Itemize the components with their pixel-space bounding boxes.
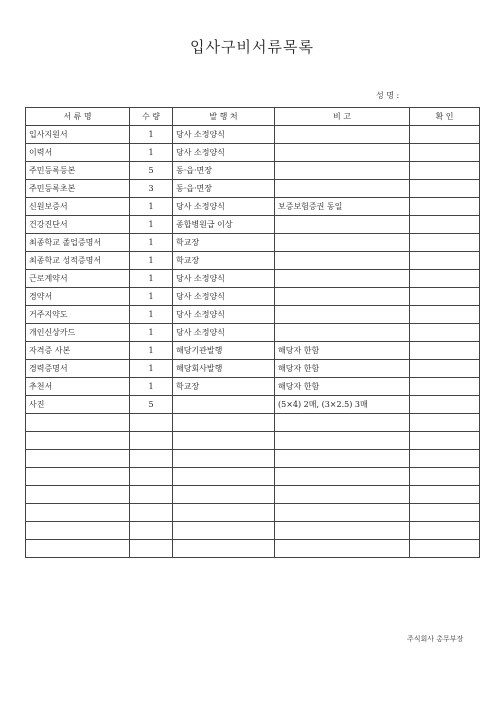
table-row bbox=[26, 306, 480, 324]
quantity-cell: 5 bbox=[130, 162, 173, 180]
issuer-cell bbox=[173, 522, 275, 540]
document-name-cell: 경력증명서 bbox=[26, 360, 130, 378]
issuer-cell: 종합병원급 이상 bbox=[173, 216, 275, 234]
confirm-cell bbox=[410, 378, 480, 396]
quantity-cell: 5 bbox=[130, 396, 173, 414]
document-name-cell: 개인신상카드 bbox=[26, 324, 130, 342]
document-name-cell: 거주지약도 bbox=[26, 306, 130, 324]
issuer-cell bbox=[173, 540, 275, 558]
document-name-cell: 자격증 사본 bbox=[26, 342, 130, 360]
issuer-cell bbox=[173, 468, 275, 486]
header-remarks: 비 고 bbox=[275, 108, 410, 126]
header-issuer: 발 행 처 bbox=[173, 108, 275, 126]
quantity-cell: 1 bbox=[130, 324, 173, 342]
document-name-cell: 추천서 bbox=[26, 378, 130, 396]
table-row bbox=[26, 396, 480, 414]
remarks-cell bbox=[275, 234, 410, 252]
document-name-cell bbox=[26, 414, 130, 432]
issuer-cell bbox=[173, 504, 275, 522]
quantity-cell: 1 bbox=[130, 144, 173, 162]
issuer-cell: 당사 소정양식 bbox=[173, 198, 275, 216]
header-quantity: 수 량 bbox=[130, 108, 173, 126]
confirm-cell bbox=[410, 288, 480, 306]
documents-table bbox=[25, 107, 480, 558]
remarks-cell: (5×4) 2매, (3×2.5) 3매 bbox=[275, 396, 410, 414]
remarks-cell bbox=[275, 432, 410, 450]
confirm-cell bbox=[410, 540, 480, 558]
table-row bbox=[26, 324, 480, 342]
issuer-cell bbox=[173, 414, 275, 432]
confirm-cell bbox=[410, 306, 480, 324]
quantity-cell bbox=[130, 486, 173, 504]
quantity-cell bbox=[130, 504, 173, 522]
table-row bbox=[26, 468, 480, 486]
document-name-cell bbox=[26, 432, 130, 450]
confirm-cell bbox=[410, 522, 480, 540]
quantity-cell bbox=[130, 468, 173, 486]
issuer-cell: 당사 소정양식 bbox=[173, 324, 275, 342]
document-name-cell bbox=[26, 540, 130, 558]
quantity-cell: 1 bbox=[130, 306, 173, 324]
document-name-cell bbox=[26, 504, 130, 522]
document-name-cell: 입사지원서 bbox=[26, 126, 130, 144]
issuer-cell: 학교장 bbox=[173, 252, 275, 270]
table-row bbox=[26, 486, 480, 504]
document-name-cell: 최종학교 성적증명서 bbox=[26, 252, 130, 270]
remarks-cell bbox=[275, 414, 410, 432]
quantity-cell: 1 bbox=[130, 378, 173, 396]
confirm-cell bbox=[410, 342, 480, 360]
table-row bbox=[26, 216, 480, 234]
document-name-cell: 주민등록등본 bbox=[26, 162, 130, 180]
table-row bbox=[26, 360, 480, 378]
confirm-cell bbox=[410, 360, 480, 378]
table-row bbox=[26, 378, 480, 396]
confirm-cell bbox=[410, 198, 480, 216]
document-name-cell bbox=[26, 522, 130, 540]
table-row bbox=[26, 180, 480, 198]
confirm-cell bbox=[410, 324, 480, 342]
name-label: 성 명 : bbox=[376, 91, 400, 100]
remarks-cell bbox=[275, 540, 410, 558]
quantity-cell: 1 bbox=[130, 252, 173, 270]
page-title: 입사구비서류목록 bbox=[190, 38, 314, 56]
remarks-cell: 해당자 한함 bbox=[275, 360, 410, 378]
remarks-cell bbox=[275, 144, 410, 162]
table-row bbox=[26, 504, 480, 522]
document-name-cell bbox=[26, 450, 130, 468]
issuer-cell bbox=[173, 432, 275, 450]
document-name-cell: 신원보증서 bbox=[26, 198, 130, 216]
confirm-cell bbox=[410, 162, 480, 180]
quantity-cell bbox=[130, 450, 173, 468]
header-confirm: 확 인 bbox=[410, 108, 480, 126]
remarks-cell bbox=[275, 288, 410, 306]
confirm-cell bbox=[410, 396, 480, 414]
table-row bbox=[26, 540, 480, 558]
quantity-cell bbox=[130, 432, 173, 450]
table-row bbox=[26, 450, 480, 468]
issuer-cell: 당사 소정양식 bbox=[173, 288, 275, 306]
issuer-cell: 해당기관발행 bbox=[173, 342, 275, 360]
table-row bbox=[26, 432, 480, 450]
document-name-cell: 근로계약서 bbox=[26, 270, 130, 288]
confirm-cell bbox=[410, 144, 480, 162]
remarks-cell bbox=[275, 468, 410, 486]
document-name-cell bbox=[26, 468, 130, 486]
issuer-cell bbox=[173, 396, 275, 414]
issuer-cell: 당사 소정양식 bbox=[173, 270, 275, 288]
table-row bbox=[26, 414, 480, 432]
quantity-cell: 1 bbox=[130, 126, 173, 144]
issuer-cell: 학교장 bbox=[173, 234, 275, 252]
document-name-cell: 최종학교 졸업증명서 bbox=[26, 234, 130, 252]
confirm-cell bbox=[410, 486, 480, 504]
issuer-cell bbox=[173, 486, 275, 504]
document-name-cell bbox=[26, 486, 130, 504]
table-row bbox=[26, 252, 480, 270]
remarks-cell bbox=[275, 216, 410, 234]
confirm-cell bbox=[410, 126, 480, 144]
quantity-cell: 1 bbox=[130, 342, 173, 360]
table-row bbox=[26, 144, 480, 162]
table-row bbox=[26, 270, 480, 288]
confirm-cell bbox=[410, 432, 480, 450]
remarks-cell: 해당자 한함 bbox=[275, 378, 410, 396]
issuer-cell bbox=[173, 450, 275, 468]
issuer-cell: 당사 소정양식 bbox=[173, 144, 275, 162]
document-name-cell: 사진 bbox=[26, 396, 130, 414]
quantity-cell bbox=[130, 540, 173, 558]
issuer-cell: 동·읍·면장 bbox=[173, 162, 275, 180]
footer-signature: 주식회사 총무부장 bbox=[407, 635, 464, 643]
confirm-cell bbox=[410, 414, 480, 432]
issuer-cell: 학교장 bbox=[173, 378, 275, 396]
remarks-cell bbox=[275, 306, 410, 324]
quantity-cell: 1 bbox=[130, 234, 173, 252]
issuer-cell: 동·읍·면장 bbox=[173, 180, 275, 198]
table-row bbox=[26, 198, 480, 216]
confirm-cell bbox=[410, 468, 480, 486]
remarks-cell bbox=[275, 252, 410, 270]
remarks-cell bbox=[275, 180, 410, 198]
table-row bbox=[26, 342, 480, 360]
document-name-cell: 이력서 bbox=[26, 144, 130, 162]
quantity-cell: 1 bbox=[130, 270, 173, 288]
remarks-cell bbox=[275, 270, 410, 288]
remarks-cell bbox=[275, 504, 410, 522]
confirm-cell bbox=[410, 450, 480, 468]
quantity-cell: 3 bbox=[130, 180, 173, 198]
quantity-cell bbox=[130, 522, 173, 540]
table-row bbox=[26, 126, 480, 144]
remarks-cell bbox=[275, 126, 410, 144]
issuer-cell: 해당회사발행 bbox=[173, 360, 275, 378]
table-row bbox=[26, 162, 480, 180]
document-name-cell: 건강진단서 bbox=[26, 216, 130, 234]
issuer-cell: 당사 소정양식 bbox=[173, 126, 275, 144]
table-row bbox=[26, 234, 480, 252]
confirm-cell bbox=[410, 216, 480, 234]
remarks-cell bbox=[275, 486, 410, 504]
confirm-cell bbox=[410, 252, 480, 270]
confirm-cell bbox=[410, 504, 480, 522]
quantity-cell: 1 bbox=[130, 216, 173, 234]
remarks-cell bbox=[275, 522, 410, 540]
remarks-cell bbox=[275, 450, 410, 468]
remarks-cell: 보증보험증권 동일 bbox=[275, 198, 410, 216]
table-row bbox=[26, 522, 480, 540]
confirm-cell bbox=[410, 180, 480, 198]
document-name-cell: 경약서 bbox=[26, 288, 130, 306]
remarks-cell bbox=[275, 324, 410, 342]
quantity-cell: 1 bbox=[130, 288, 173, 306]
issuer-cell: 당사 소정양식 bbox=[173, 306, 275, 324]
quantity-cell bbox=[130, 414, 173, 432]
remarks-cell bbox=[275, 162, 410, 180]
document-name-cell: 주민등록초본 bbox=[26, 180, 130, 198]
confirm-cell bbox=[410, 234, 480, 252]
quantity-cell: 1 bbox=[130, 360, 173, 378]
header-document-name: 서 류 명 bbox=[26, 108, 130, 126]
quantity-cell: 1 bbox=[130, 198, 173, 216]
confirm-cell bbox=[410, 270, 480, 288]
table-row bbox=[26, 288, 480, 306]
table-header-row bbox=[26, 108, 480, 126]
remarks-cell: 해당자 한함 bbox=[275, 342, 410, 360]
